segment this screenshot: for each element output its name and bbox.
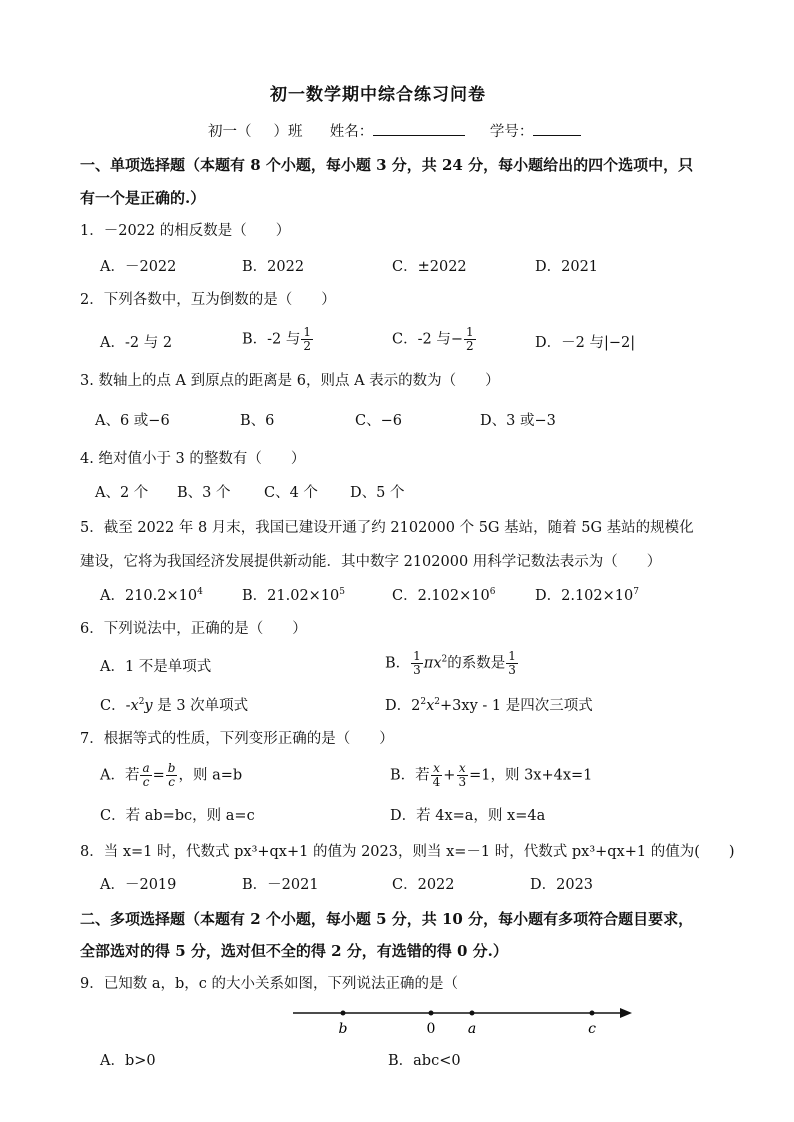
- q2-option-a[interactable]: A．-2 与 2: [100, 335, 173, 351]
- q8-option-b[interactable]: B．－2021: [242, 877, 319, 893]
- axis-label-a: a: [467, 1021, 477, 1037]
- section-1-heading: 一、单项选择题（本题有 8 个小题，每小题 3 分，共 24 分，每小题给出的四个选项中，只: [80, 156, 694, 174]
- fraction: $\frac{b}{c}$: [167, 761, 176, 789]
- axis-label-zero: 0: [426, 1021, 436, 1037]
- q5-option-d[interactable]: D．$2.102\times 10^7$: [535, 587, 639, 604]
- q2-option-c[interactable]: C．-2 与− $\frac{1}{2}$: [392, 325, 474, 353]
- fraction: $\frac{1}{3}$: [413, 649, 421, 677]
- q8-stem: 8．当 x=1 时，代数式 px³+qx+1 的值为 2023，则当 x=－1 时，代数式 px³+qx+1 的值为( ): [80, 844, 735, 860]
- q4-option-a[interactable]: A、2 个: [95, 485, 149, 501]
- fraction: $\frac{1}{3}$: [508, 649, 516, 677]
- section-2-heading-cont: 全部选对的得 5 分，选对但不全的得 2 分，有选错的得 0 分.）: [80, 942, 508, 960]
- q1-option-c[interactable]: C．±2022: [392, 259, 467, 275]
- q4-stem: 4. 绝对值小于 3 的整数有（ ）: [80, 451, 306, 467]
- point-a: [470, 1011, 475, 1016]
- q5-option-c[interactable]: C．$2.102\times 10^6$: [392, 587, 496, 604]
- q3-option-d[interactable]: D、3 或−3: [480, 413, 556, 429]
- q8-option-d[interactable]: D．2023: [530, 877, 594, 893]
- student-id-blank[interactable]: [533, 121, 581, 136]
- q5-stem-line1: 5．截至 2022 年 8 月末，我国已建设开通了约 2102000 个 5G 基站，随着 5G 基站的规模化: [80, 520, 694, 536]
- section-2-heading: 二、多项选择题（本题有 2 个小题，每小题 5 分，共 10 分，每小题有多项符合题目要求，: [80, 910, 694, 928]
- name-label: 姓名：: [329, 124, 374, 140]
- point-c: [590, 1011, 595, 1016]
- q4-option-b[interactable]: B、3 个: [177, 485, 231, 501]
- section-1-heading-cont: 有一个是正确的.）: [80, 189, 206, 207]
- q6-option-b[interactable]: B． $\frac{1}{3}$ $\pi x^2$的系数是 $\frac{1}{3}$: [385, 649, 516, 677]
- q5-option-a[interactable]: A．$210.2\times 10^4$: [100, 587, 203, 604]
- q8-option-c[interactable]: C．2022: [392, 877, 455, 893]
- axis-label-b: b: [338, 1021, 348, 1037]
- q6-option-d[interactable]: D．$2^2x^2+3xy - 1$ 是四次三项式: [385, 697, 593, 714]
- q8-option-a[interactable]: A．－2019: [100, 877, 177, 893]
- q3-stem: 3. 数轴上的点 A 到原点的距离是 6，则点 A 表示的数为（ ）: [80, 373, 500, 389]
- q6-stem: 6．下列说法中，正确的是（ ）: [80, 621, 307, 637]
- student-info-line: [208, 121, 581, 141]
- q9-option-b[interactable]: B．abc<0: [388, 1053, 461, 1069]
- q6-option-c[interactable]: C．$-x^2y$ 是 3 次单项式: [100, 697, 249, 714]
- page-title: 初一数学期中综合练习问卷: [270, 85, 486, 105]
- student-id-label: 学号：: [489, 124, 534, 140]
- fraction: $\frac{a}{c}$: [142, 761, 150, 789]
- point-zero: [429, 1011, 434, 1016]
- fraction: $\frac{x}{3}$: [458, 761, 467, 789]
- class-suffix: ）班: [273, 124, 303, 140]
- q2-option-d[interactable]: D．－2 与|−2|: [535, 335, 636, 351]
- arrow-head-icon: [620, 1008, 632, 1018]
- name-blank[interactable]: [373, 121, 465, 136]
- q3-option-b[interactable]: B、6: [240, 413, 275, 429]
- q7-option-c[interactable]: C．若 ab=bc，则 a=c: [100, 808, 255, 824]
- fraction: $\frac{x}{4}$: [432, 761, 441, 789]
- q5-option-b[interactable]: B．$21.02\times 10^5$: [242, 587, 346, 604]
- class-prefix: 初一（: [208, 124, 252, 140]
- q5-stem-line2: 建设，它将为我国经济发展提供新动能．其中数字 2102000 用科学记数法表示为（ ）: [80, 554, 662, 570]
- q9-stem: 9．已知数 a，b，c 的大小关系如图，下列说法正确的是（: [80, 976, 458, 992]
- axis-label-c: c: [588, 1021, 596, 1037]
- q7-option-d[interactable]: D．若 4x=a，则 x=4a: [390, 808, 546, 824]
- q2-stem: 2．下列各数中，互为倒数的是（ ）: [80, 292, 336, 308]
- q4-option-d[interactable]: D、5 个: [350, 485, 405, 501]
- q4-option-c[interactable]: C、4 个: [264, 485, 318, 501]
- fraction: $\frac{1}{2}$: [303, 325, 312, 353]
- q7-stem: 7．根据等式的性质，下列变形正确的是（ ）: [80, 731, 394, 747]
- q1-option-b[interactable]: B．2022: [242, 259, 305, 275]
- q3-option-a[interactable]: A、6 或−6: [95, 413, 170, 429]
- q7-option-a[interactable]: A．若 $\frac{a}{c}$ = $\frac{b}{c}$ ，则 a=b: [100, 761, 243, 789]
- q1-option-a[interactable]: A．－2022: [100, 259, 177, 275]
- q9-option-a[interactable]: A．b>0: [100, 1053, 156, 1069]
- q7-option-b[interactable]: B．若 $\frac{x}{4}$ + $\frac{x}{3}$ =1，则 3x+4x=1: [390, 761, 593, 789]
- q6-option-a[interactable]: A．1 不是单项式: [100, 659, 212, 675]
- q2-option-b[interactable]: B．-2 与 $\frac{1}{2}$: [242, 325, 312, 353]
- q3-option-c[interactable]: C、−6: [355, 413, 402, 429]
- q1-option-d[interactable]: D．2021: [535, 259, 599, 275]
- fraction: $\frac{1}{2}$: [465, 325, 474, 353]
- point-b: [341, 1011, 346, 1016]
- q1-stem: 1．－2022 的相反数是（ ）: [80, 223, 291, 239]
